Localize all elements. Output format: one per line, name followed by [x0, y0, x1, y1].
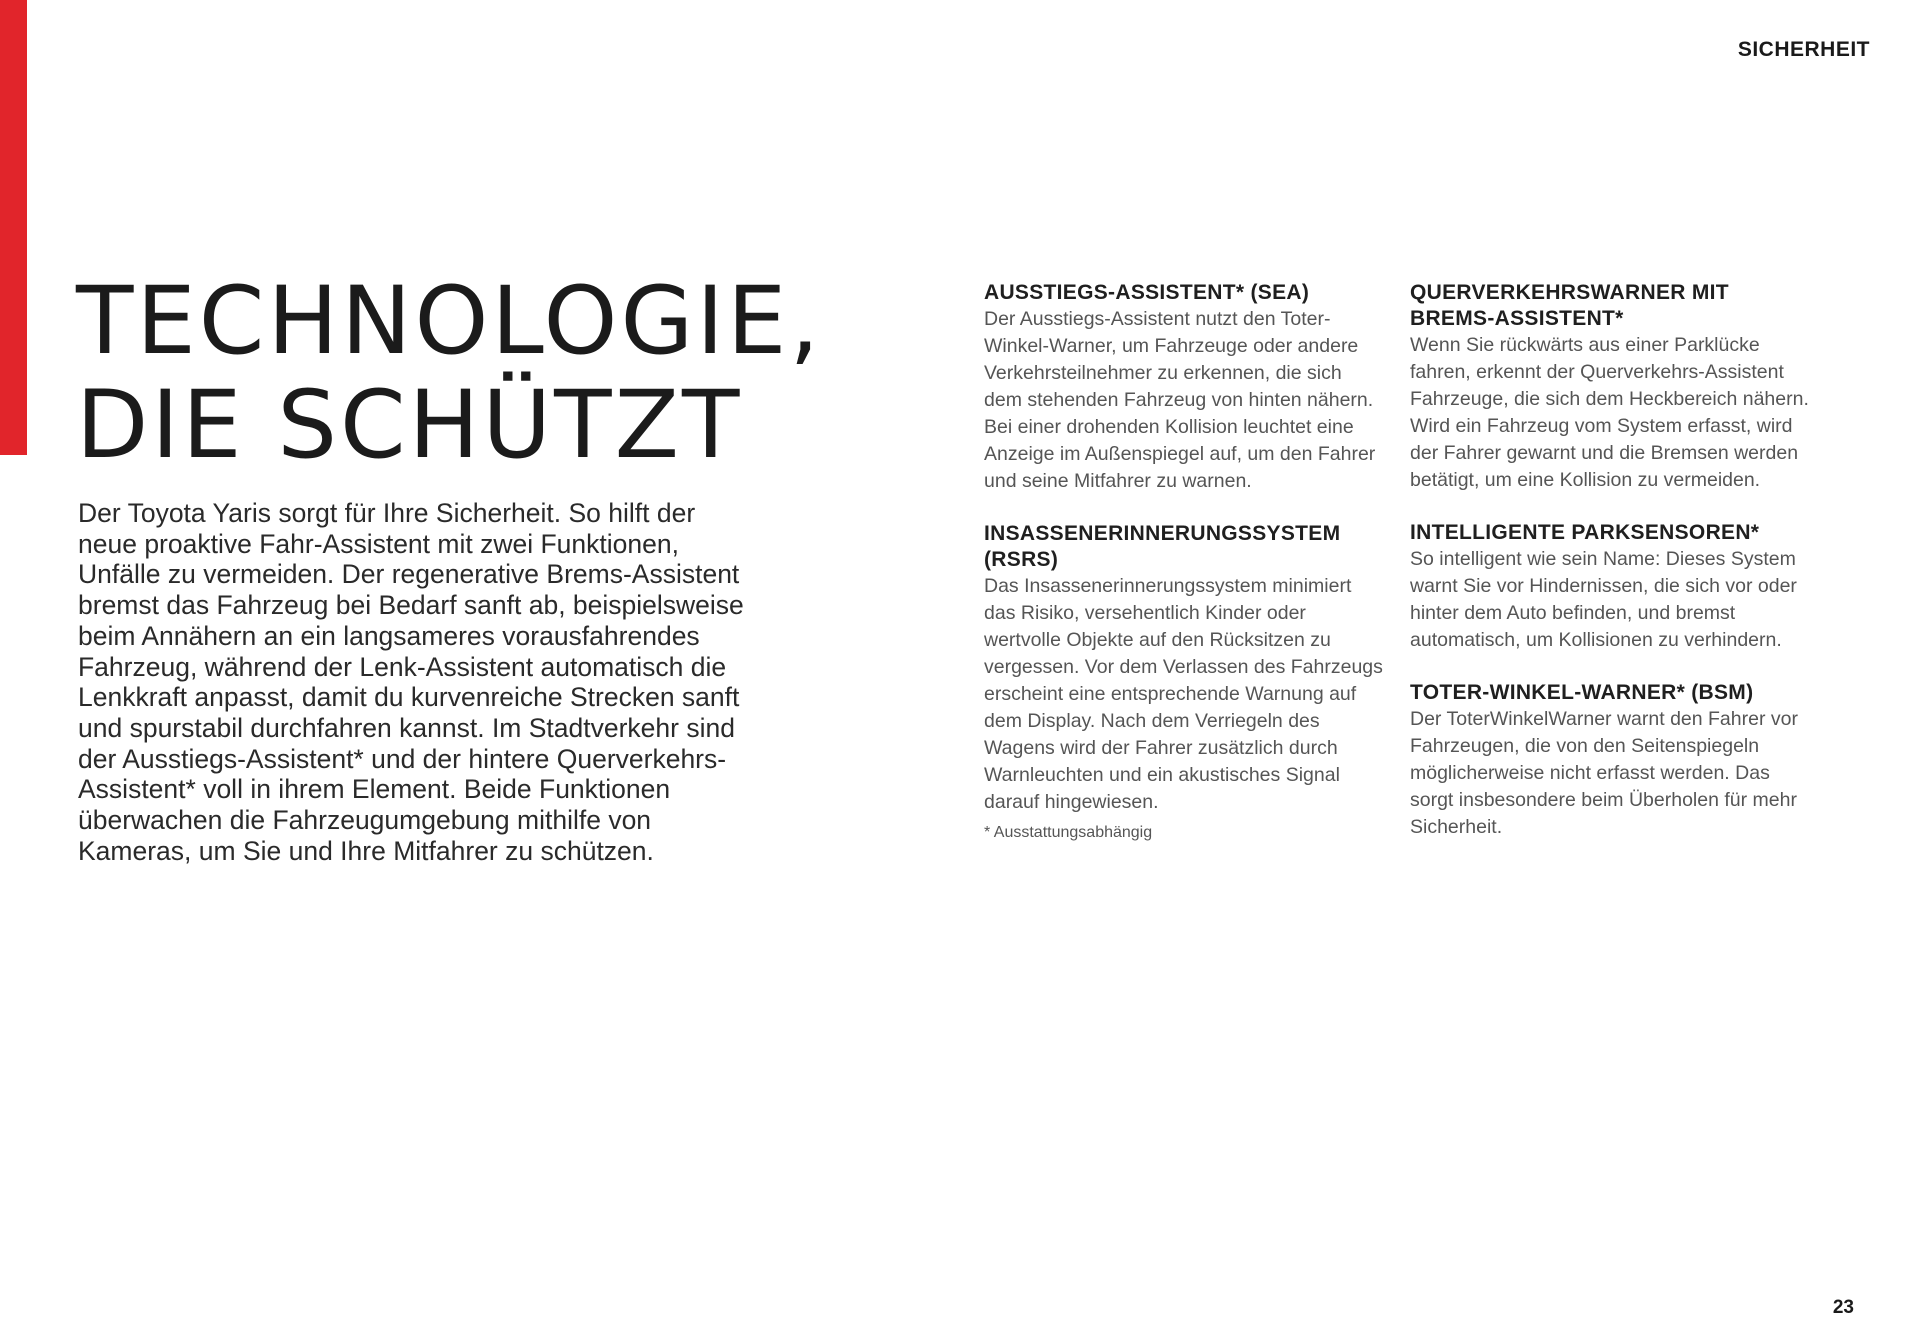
page-headline [76, 267, 856, 480]
headline-line-1: TECHNOLOGIE, [76, 267, 823, 376]
red-accent-bar [0, 0, 27, 455]
feature-cross-traffic-alert [1410, 280, 1810, 494]
feature-text: Der ToterWinkelWarner warnt den Fahrer vor Fahrzeugen, die von den Seitenspiegeln möglicherweise nicht erfasst werden. Das sorgt insbesondere beim Überholen für mehr Sicherheit. [1410, 708, 1798, 838]
footnote: * Ausstattungsabhängig [984, 824, 1153, 841]
headline-line-2: DIE SCHÜTZT [76, 371, 743, 480]
feature-column-left [984, 280, 1384, 842]
feature-title: TOTER-WINKEL-WARNER* (BSM) [1410, 681, 1754, 704]
feature-text: Der Ausstiegs-Assistent nutzt den Toter-Winkel-Warner, um Fahrzeuge oder andere Verkehrsteilnehmer zu erkennen, die sich dem stehenden Fahrzeug von hinten nähern. Bei einer drohenden Kollision leuchtet eine Anzeige im Außenspiegel auf, um den Fahrer und seine Mitfahrer zu warnen. [984, 308, 1376, 492]
feature-rear-seat-reminder [984, 521, 1384, 816]
section-label: SICHERHEIT [1737, 38, 1870, 61]
feature-text: Das Insassenerinnerungssystem minimiert das Risiko, versehentlich Kinder oder wertvolle Objekte auf den Rücksitzen zu vergessen. Vor dem Verlassen des Fahrzeugs erscheint eine entsprechende Warnung auf dem Display. Nach dem Verriegeln des Wagens wird der Fahrer zusätzlich durch Warnleuchten und ein akustisches Signal darauf hingewiesen. [984, 575, 1383, 813]
feature-parking-sensors [1410, 520, 1810, 654]
feature-text: Wenn Sie rückwärts aus einer Parklücke fahren, erkennt der Querverkehrs-Assistent Fahrzeuge, die sich dem Heckbereich nähern. Wird ein Fahrzeug vom System erfasst, wird der Fahrer gewarnt und die Bremsen werden betätigt, um eine Kollision zu vermeiden. [1410, 334, 1809, 491]
feature-column-right [1410, 280, 1810, 867]
feature-title: INSASSENERINNERUNGSSYSTEM (RSRS) [984, 522, 1341, 571]
feature-text: So intelligent wie sein Name: Dieses System warnt Sie vor Hindernissen, die sich vor oder hinter dem Auto befinden, und bremst automatisch, um Kollisionen zu verhindern. [1410, 548, 1797, 651]
page-number: 23 [1832, 1297, 1854, 1318]
intro-paragraph: Der Toyota Yaris sorgt für Ihre Sicherheit. So hilft der neue proaktive Fahr-Assistent mit zwei Funktionen, Unfälle zu vermeiden. Der regenerative Brems-Assistent bremst das Fahrzeug bei Bedarf sanft ab, beispielsweise beim Annähern an ein langsameres vorausfahrendes Fahrzeug, während der Lenk-Assistent automatisch die Lenkkraft anpasst, damit du kurvenreiche Strecken sanft und spurstabil durchfahren kannst. Im Stadtverkehr sind der Ausstiegs-Assistent* und der hintere Querverkehrs-Assistent* voll in ihrem Element. Beide Funktionen überwachen die Fahrzeugumgebung mithilfe von Kameras, um Sie und Ihre Mitfahrer zu schützen. [78, 498, 744, 866]
feature-title: INTELLIGENTE PARKSENSOREN* [1410, 521, 1760, 544]
feature-exit-assist [984, 280, 1384, 495]
feature-blind-spot-monitor [1410, 680, 1810, 841]
feature-title: QUERVERKEHRSWARNER MIT BREMS-ASSISTENT* [1410, 281, 1729, 330]
feature-title: AUSSTIEGS-ASSISTENT* (SEA) [984, 281, 1310, 304]
